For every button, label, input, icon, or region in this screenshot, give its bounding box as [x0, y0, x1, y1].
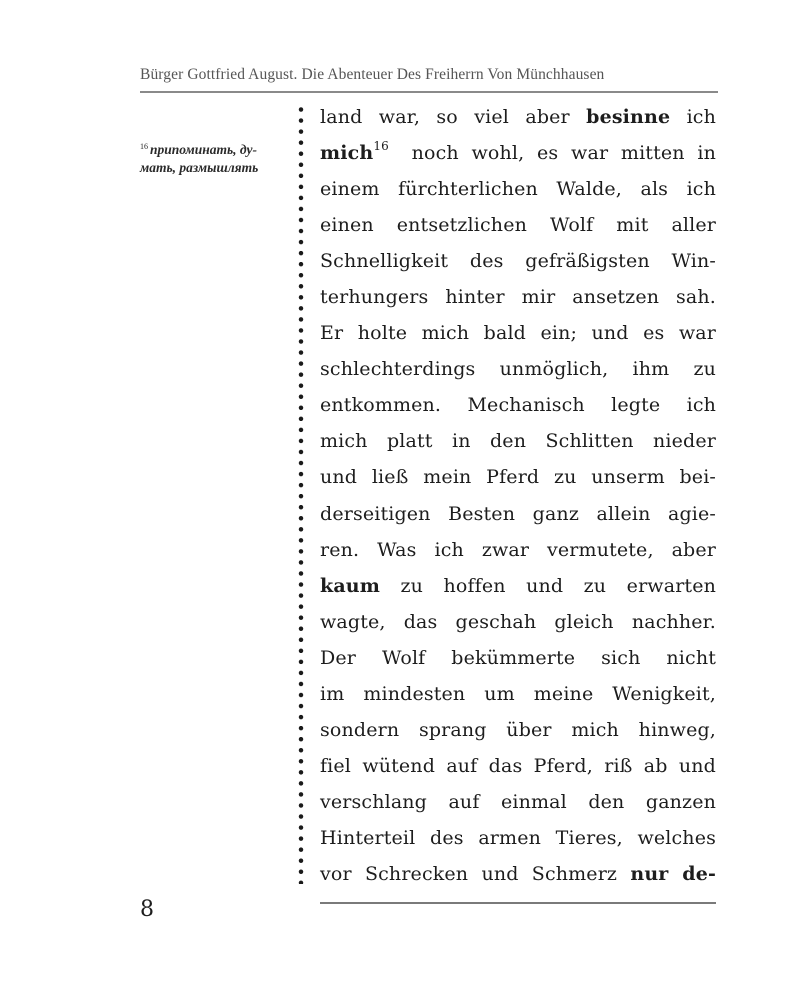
text-run: entkommen. Mechanisch legte ich: [320, 394, 716, 417]
page-number: 8: [140, 897, 154, 922]
text-line: [320, 135, 716, 171]
text-run: ren. Was ich zwar vermutete, aber: [320, 538, 716, 561]
text-line: [320, 423, 716, 459]
text-run: vor Schrecken und Schmerz: [320, 862, 631, 885]
running-header: Bürger Gottfried August. Die Abenteuer Des Freiherrn Von Münchhausen: [140, 66, 605, 83]
text-line: [320, 459, 716, 495]
text-run: zu hoffen und zu erwarten: [380, 574, 716, 597]
text-line: [320, 820, 716, 856]
footnote-number: 16: [140, 142, 148, 151]
text-run: verschlang auf einmal den ganzen: [320, 790, 716, 813]
text-run: ich: [670, 106, 716, 128]
text-line: [320, 712, 716, 748]
glossed-word: mich: [320, 142, 374, 165]
text-line: [320, 387, 716, 423]
text-run: terhungers hinter mir ansetzen sah.: [320, 286, 716, 309]
glossed-word: besinne: [586, 106, 671, 128]
text-run: noch wohl, es war mitten in: [398, 142, 716, 165]
text-run: Schnelligkeit des gefräßigsten Win-: [320, 250, 716, 273]
text-run: und ließ mein Pferd zu unserm bei-: [320, 466, 716, 489]
text-run: im mindesten um meine Wenigkeit,: [320, 682, 716, 705]
text-line: [320, 279, 716, 315]
text-line: [320, 171, 716, 207]
text-run: Hinterteil des armen Tieres, welches: [320, 826, 716, 849]
footnote-text: припоминать, ду-мать, размышлять: [140, 142, 259, 175]
text-line: [320, 748, 716, 784]
text-line: [320, 856, 716, 892]
margin-footnote: [140, 138, 280, 177]
text-run: einem fürchterlichen Walde, als ich: [320, 178, 716, 201]
text-run: fiel wütend auf das Pferd, riß ab und: [320, 754, 716, 777]
text-run: einen entsetzlichen Wolf mit aller: [320, 214, 716, 237]
text-line: [320, 496, 716, 532]
text-run: Er holte mich bald ein; und es war: [320, 322, 716, 345]
text-line: [320, 568, 716, 604]
glossed-word: nur de-: [630, 862, 716, 885]
text-line: [320, 532, 716, 568]
dotted-margin-rule: [298, 104, 304, 884]
text-run: land war, so viel aber: [320, 106, 587, 128]
text-run: derseitigen Besten ganz allein agie-: [320, 502, 716, 525]
glossed-word: kaum: [320, 574, 380, 597]
bottom-rule: [320, 902, 716, 904]
text-run: wagte, das geschah gleich nachher.: [320, 610, 716, 633]
text-line: [320, 604, 716, 640]
text-run: Der Wolf bekümmerte sich nicht: [320, 646, 716, 669]
text-run: sondern sprang über mich hinweg,: [320, 718, 716, 741]
text-run: schlechterdings unmöglich, ihm zu: [320, 358, 716, 381]
text-run: mich platt in den Schlitten nieder: [320, 430, 716, 453]
text-line: [320, 207, 716, 243]
header-rule: [140, 91, 718, 93]
text-line: [320, 676, 716, 712]
text-line: [320, 243, 716, 279]
text-line: [320, 315, 716, 351]
body-text: [320, 99, 716, 892]
text-line: [320, 640, 716, 676]
footnote-ref: 16: [373, 139, 389, 154]
text-line: [320, 99, 716, 135]
text-line: [320, 784, 716, 820]
text-line: [320, 351, 716, 387]
